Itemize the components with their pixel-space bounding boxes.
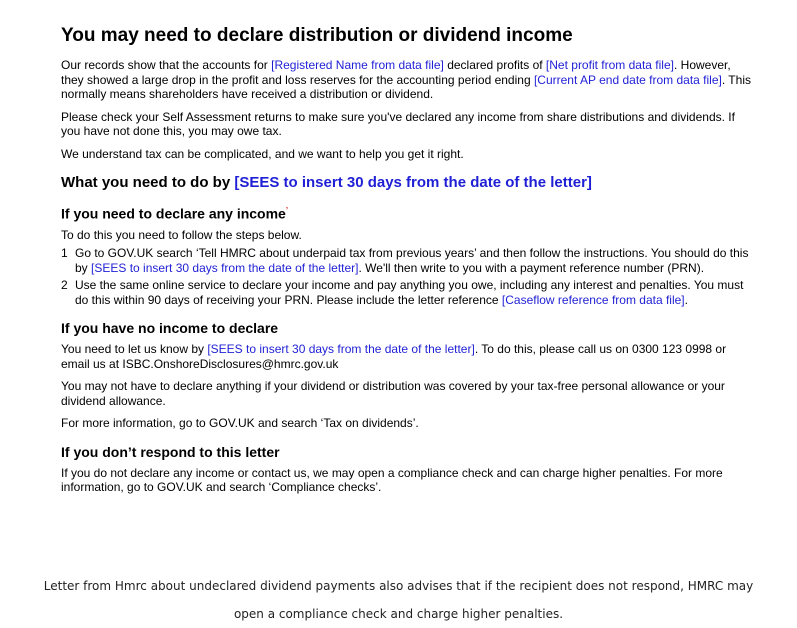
- letter-title: You may need to declare distribution or dividend income: [61, 25, 573, 46]
- body-text: You need to let us know by: [61, 342, 208, 357]
- declare-lead: To do this you need to follow the steps below.: [61, 227, 302, 242]
- list-item: [61, 278, 751, 307]
- no-income-heading: If you have no income to declare: [61, 320, 279, 337]
- declare-income-heading: [61, 201, 751, 224]
- step-text: Use the same online service to declare your income and pay anything you owe, including any interest and penalties. You must do this within 90 days of receiving your PRN. Please include the letter reference: [75, 278, 744, 307]
- placeholder-net-profit: [Net profit from data file]: [545, 58, 674, 72]
- placeholder-ap-end-date: [Current AP end date from data file]: [533, 72, 722, 87]
- step-text: Go to GOV.UK search ‘Tell HMRC about underpaid tax from previous years’ and then follow the instructions. You should do this by: [75, 246, 749, 275]
- caption-line-2: open a compliance check and charge higher penalties.: [233, 607, 564, 621]
- body-text: . To do this, please call us on 0300 123 0998 or email us at ISBC.OnshoreDisclosures@hmrc.gov.uk: [61, 342, 727, 371]
- what-to-do-heading: [61, 173, 751, 193]
- step-number: 1: [61, 246, 68, 261]
- no-income-paragraph-1: [61, 342, 751, 371]
- letter-document: [61, 24, 751, 503]
- intro-paragraph-1: [61, 58, 751, 102]
- placeholder-deadline: [SEES to insert 30 days from the date of the letter]: [207, 342, 475, 357]
- placeholder-deadline: [SEES to insert 30 days from the date of the letter]: [234, 174, 592, 191]
- image-caption: [0, 572, 797, 628]
- no-income-paragraph-3: For more information, go to GOV.UK and search ‘Tax on dividends’.: [61, 416, 419, 431]
- intro-paragraph-2: Please check your Self Assessment returns to make sure you've declared any income from share distributions and dividends. If you have not done this, you may owe tax.: [61, 109, 735, 138]
- placeholder-registered-name: [Registered Name from data file]: [271, 58, 444, 72]
- step-text: .: [684, 292, 688, 307]
- intro-text: . This normally means shareholders have received a distribution or dividend.: [61, 72, 751, 101]
- placeholder-caseflow-reference: [Caseflow reference from data file]: [501, 292, 685, 307]
- placeholder-deadline: [SEES to insert 30 days from the date of the letter]: [91, 260, 359, 275]
- intro-text: declared profits of: [443, 58, 546, 72]
- list-item: [61, 246, 751, 275]
- heading-text: What you need to do by: [61, 174, 235, 191]
- intro-text: Our records show that the accounts for: [61, 58, 272, 72]
- no-response-paragraph: If you do not declare any income or contact us, we may open a compliance check and can charge higher penalties. For more information, go to GOV.UK and search ‘Compliance checks’.: [61, 465, 723, 495]
- steps-list: [61, 246, 751, 307]
- step-text: . We'll then write to you with a payment reference number (PRN).: [358, 260, 705, 275]
- caption-line-1: Letter from Hmrc about undeclared dividend payments also advises that if the recipient does not respond, HMRC may: [43, 579, 754, 593]
- marker-dot: ’: [285, 206, 289, 215]
- no-income-paragraph-2: You may not have to declare anything if your dividend or distribution was covered by your tax-free personal allowance or your dividend allowance.: [61, 379, 725, 408]
- no-response-heading: If you don’t respond to this letter: [61, 443, 280, 460]
- step-number: 2: [61, 278, 68, 293]
- intro-text: . However, they showed a large drop in the profit and loss reserves for the accounting period ending: [61, 58, 731, 87]
- intro-paragraph-3: We understand tax can be complicated, and we want to help you get it right.: [61, 146, 464, 161]
- heading-text: If you need to declare any income: [61, 205, 286, 222]
